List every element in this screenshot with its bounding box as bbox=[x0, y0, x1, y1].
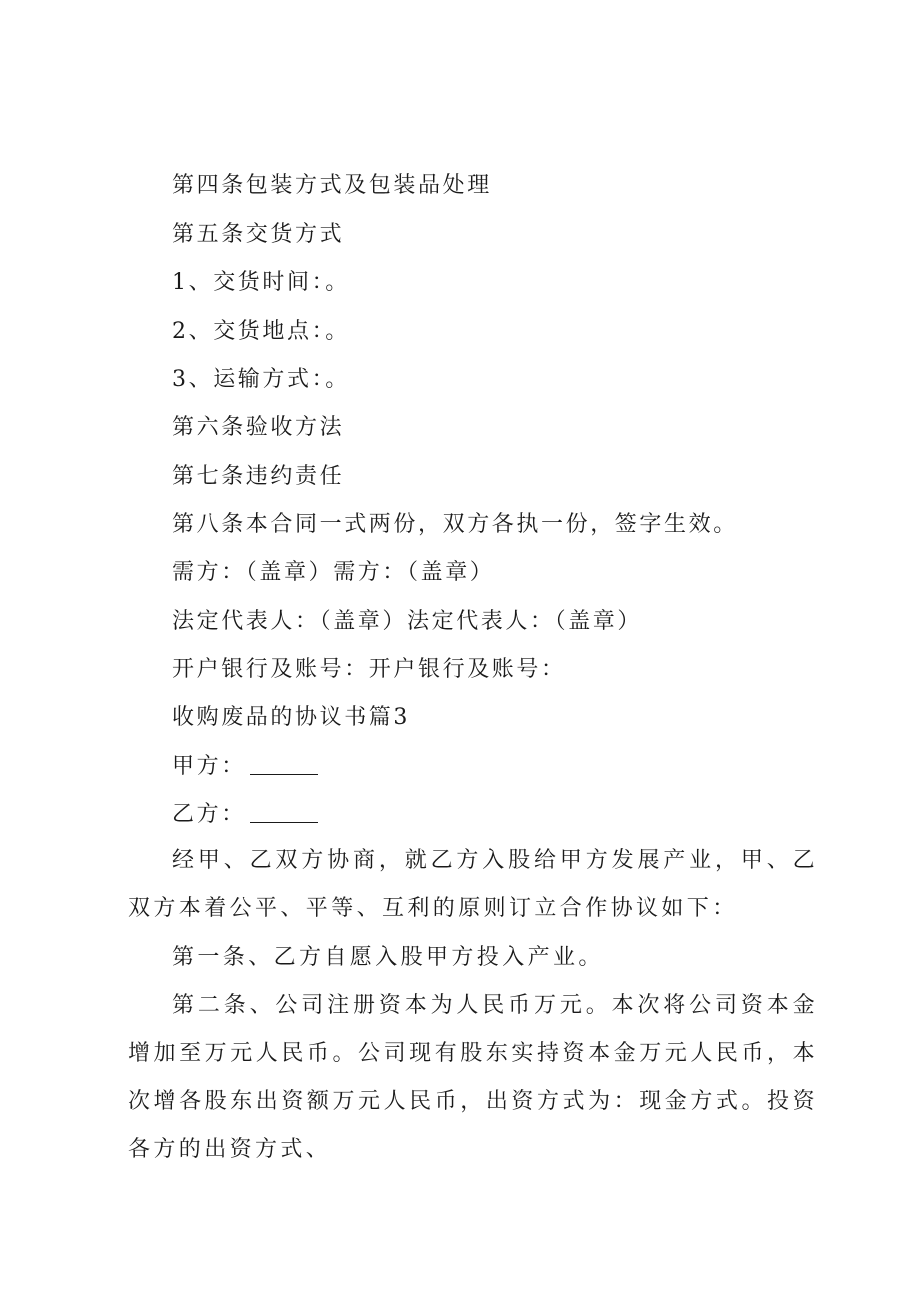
clause-four-heading: 第四条包装方式及包装品处理 bbox=[172, 173, 492, 198]
party-b-label: 乙方： bbox=[172, 802, 246, 827]
delivery-time-item: 1、交货时间：。 bbox=[172, 270, 350, 295]
legal-representative-line: 法定代表人：（盖章）法定代表人：（盖章） bbox=[172, 609, 643, 634]
clause-eight-text: 第八条本合同一式两份，双方各执一份，签字生效。 bbox=[172, 512, 738, 537]
preamble-paragraph: 经甲、乙双方协商，就乙方入股给甲方发展产业，甲、乙双方本着公平、平等、互利的原则订立合作协议如下： bbox=[128, 848, 818, 921]
bank-account-line: 开户银行及账号：开户银行及账号： bbox=[172, 657, 566, 682]
party-a-label: 甲方： bbox=[172, 754, 246, 779]
clause-seven-heading: 第七条违约责任 bbox=[172, 464, 345, 489]
clause-one-paragraph: 第一条、乙方自愿入股甲方投入产业。 bbox=[172, 945, 604, 970]
delivery-place-item: 2、交货地点：。 bbox=[172, 319, 350, 344]
party-b-line bbox=[172, 800, 318, 830]
transport-method-item: 3、运输方式：。 bbox=[172, 367, 350, 392]
clause-two-paragraph: 第二条、公司注册资本为人民币万元。本次将公司资本金增加至万元人民币。公司现有股东实持资本金万元人民币，本次增各股东出资额万元人民币，出资方式为：现金方式。投资各方的出资方式、 bbox=[128, 993, 818, 1162]
clause-six-heading: 第六条验收方法 bbox=[172, 415, 345, 440]
party-b-blank bbox=[250, 802, 318, 823]
section-title: 收购废品的协议书篇3 bbox=[172, 705, 410, 730]
party-a-line bbox=[172, 752, 318, 782]
party-a-blank bbox=[250, 754, 318, 775]
clause-five-heading: 第五条交货方式 bbox=[172, 222, 345, 247]
buyer-seal-line: 需方：（盖章）需方：（盖章） bbox=[172, 560, 495, 585]
